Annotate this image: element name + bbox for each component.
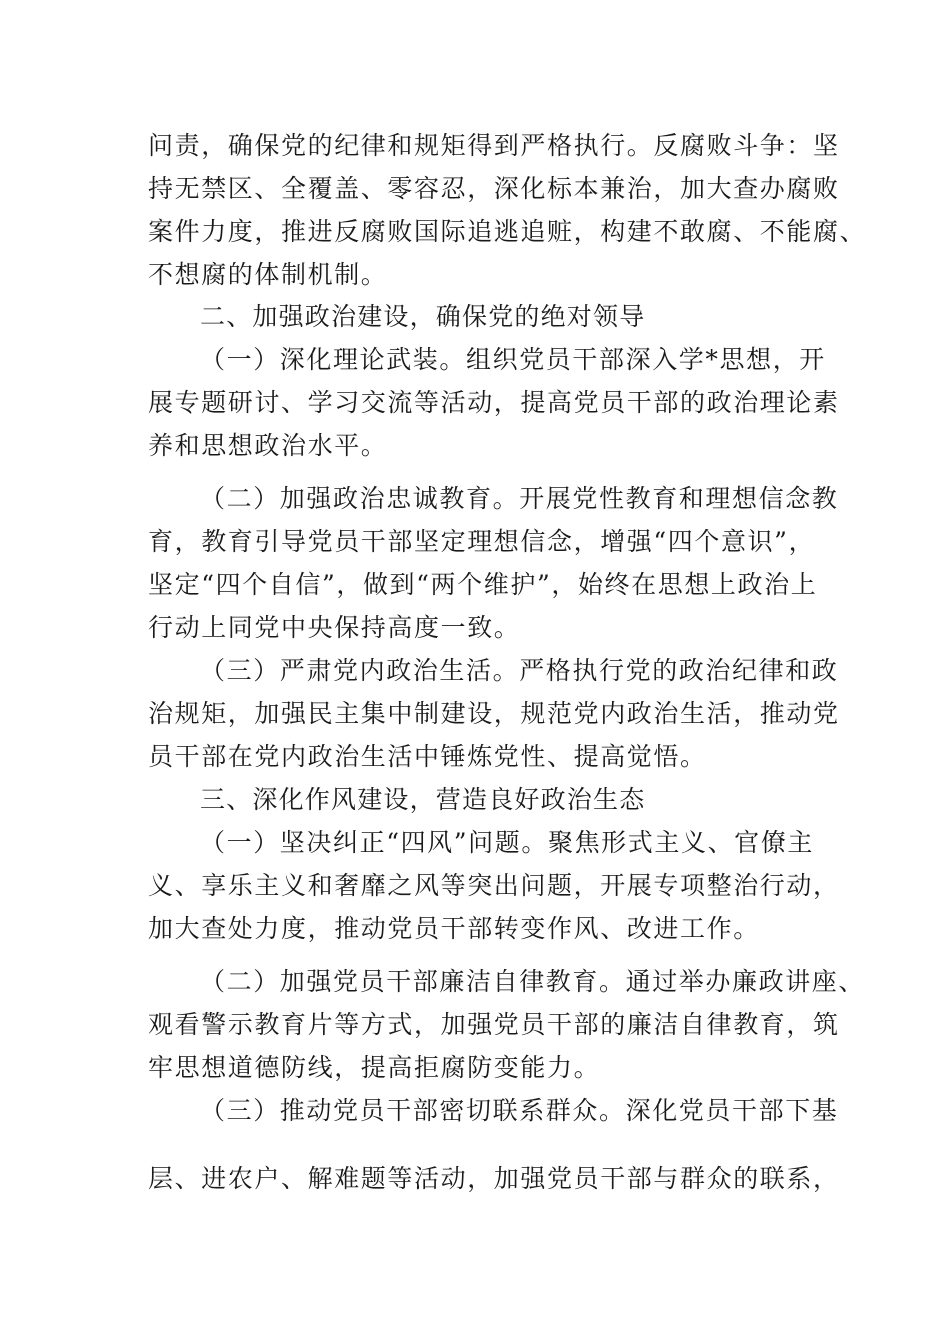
body-text-line: 养和思想政治水平。 bbox=[148, 431, 388, 460]
body-text-line: 坚定“四个自信”，做到“两个维护”，始终在思想上政治上 bbox=[148, 570, 818, 599]
body-text-line: 不想腐的体制机制。 bbox=[148, 260, 388, 289]
body-text-line: 案件力度，推进反腐败国际追逃追赃，构建不敢腐、不能腐、 bbox=[148, 217, 867, 246]
body-text-line: 牢思想道德防线，提高拒腐防变能力。 bbox=[148, 1053, 601, 1082]
body-text-line: 层、进农户、解难题等活动，加强党员干部与群众的联系， bbox=[148, 1164, 840, 1193]
body-text-line: 治规矩，加强民主集中制建设，规范党内政治生活，推动党 bbox=[148, 699, 840, 728]
body-text-line: 观看警示教育片等方式，加强党员干部的廉洁自律教育，筑 bbox=[148, 1010, 840, 1039]
body-text-line: 持无禁区、全覆盖、零容忍，深化标本兼治，加大查办腐败 bbox=[148, 174, 840, 203]
body-text-line: （三）推动党员干部密切联系群众。深化党员干部下基 bbox=[200, 1096, 839, 1125]
body-text-line: 问责，确保党的纪律和规矩得到严格执行。反腐败斗争：坚 bbox=[148, 131, 840, 160]
body-text-line: （一）坚决纠正“四风”问题。聚焦形式主义、官僚主 bbox=[200, 828, 814, 857]
body-text-line: 义、享乐主义和奢靡之风等突出问题，开展专项整治行动， bbox=[148, 871, 840, 900]
section-heading-2: 二、加强政治建设，确保党的绝对领导 bbox=[200, 302, 646, 331]
section-heading-3: 三、深化作风建设，营造良好政治生态 bbox=[200, 785, 646, 814]
body-text-line: （三）严肃党内政治生活。严格执行党的政治纪律和政 bbox=[200, 656, 839, 685]
body-text-line: 员干部在党内政治生活中锤炼党性、提高觉悟。 bbox=[148, 742, 707, 771]
body-text-line: （二）加强党员干部廉洁自律教育。通过举办廉政讲座、 bbox=[200, 967, 866, 996]
body-text-line: （二）加强政治忠诚教育。开展党性教育和理想信念教 bbox=[200, 484, 839, 513]
body-text-line: 育，教育引导党员干部坚定理想信念，增强“四个意识”， bbox=[148, 527, 816, 556]
body-text-line: （一）深化理论武装。组织党员干部深入学*思想，开 bbox=[200, 345, 826, 374]
body-text-line: 行动上同党中央保持高度一致。 bbox=[148, 613, 521, 642]
body-text-line: 加大查处力度，推动党员干部转变作风、改进工作。 bbox=[148, 914, 760, 943]
body-text-line: 展专题研讨、学习交流等活动，提高党员干部的政治理论素 bbox=[148, 388, 840, 417]
